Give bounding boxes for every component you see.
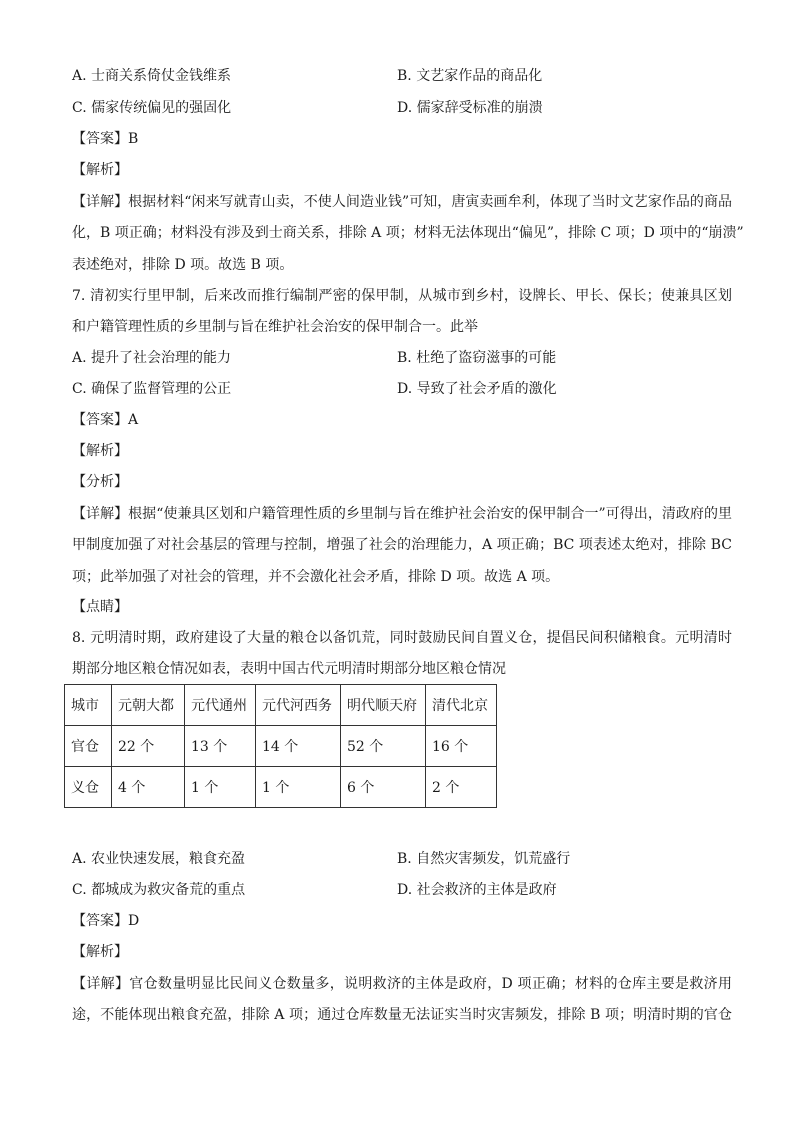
- q6-answer: 【答案】B: [72, 131, 139, 147]
- q7-dianjing-label: 【点睛】: [72, 599, 128, 615]
- table-header-cell: 清代北京: [426, 685, 497, 726]
- q7-option-c: C. 确保了监督管理的公正: [72, 381, 232, 397]
- q8-analysis-label: 【解析】: [72, 944, 128, 960]
- q7-analysis-label: 【解析】: [72, 443, 128, 459]
- table-cell: 52 个: [341, 726, 426, 767]
- table-cell: 6 个: [341, 767, 426, 808]
- q7-detail-line: 【详解】根据“使兼具区划和户籍管理性质的乡里制与旨在维护社会治安的保甲制合一”可得出，清政府的里: [72, 506, 732, 522]
- q8-stem-line: 期部分地区粮仓情况如表，表明中国古代元明清时期部分地区粮仓情况: [72, 661, 506, 677]
- table-header-row: [65, 685, 497, 726]
- table-header-cell: 元代通州: [185, 685, 256, 726]
- table-row: [65, 767, 497, 808]
- q7-option-a: A. 提升了社会治理的能力: [72, 350, 232, 366]
- q7-stem-line: 7. 清初实行里甲制，后来改而推行编制严密的保甲制，从城市到乡村，设牌长、甲长、保长；使兼具区划: [72, 288, 732, 304]
- table-header-cell: 元朝大都: [112, 685, 185, 726]
- table-cell: 13 个: [185, 726, 256, 767]
- q8-detail-line: 途，不能体现出粮食充盈，排除 A 项；通过仓库数量无法证实当时灾害频发，排除 B 项；明清时期的官仓: [72, 1007, 732, 1023]
- q7-answer: 【答案】A: [72, 412, 139, 428]
- table-header-cell: 城市: [65, 685, 112, 726]
- q7-stem-line: 和户籍管理性质的乡里制与旨在维护社会治安的保甲制合一。此举: [72, 319, 478, 335]
- q6-detail-line: 化，B 项正确；材料没有涉及到士商关系，排除 A 项；材料无法体现出“偏见”，排除 C 项；D 项中的“崩溃”: [72, 225, 744, 241]
- q8-answer: 【答案】D: [72, 913, 140, 929]
- q8-option-b: B. 自然灾害频发，饥荒盛行: [397, 851, 571, 867]
- q8-option-d: D. 社会救济的主体是政府: [397, 882, 557, 898]
- q7-fenxi-label: 【分析】: [72, 474, 128, 490]
- q6-option-b: B. 文艺家作品的商品化: [397, 68, 543, 84]
- q7-detail-line: 甲制度加强了对社会基层的管理与控制，增强了社会的治理能力，A 项正确；BC 项表述太绝对，排除 BC: [72, 537, 732, 553]
- q6-analysis-label: 【解析】: [72, 162, 128, 178]
- q7-detail-line: 项；此举加强了对社会的管理，并不会激化社会矛盾，排除 D 项。故选 A 项。: [72, 569, 560, 585]
- table-cell: 16 个: [426, 726, 497, 767]
- table-cell: 4 个: [112, 767, 185, 808]
- q8-detail-line: 【详解】官仓数量明显比民间义仓数量多，说明救济的主体是政府，D 项正确；材料的仓库主要是救济用: [72, 976, 732, 992]
- q6-detail-line: 【详解】根据材料“闲来写就青山卖，不使人间造业钱”可知，唐寅卖画牟利，体现了当时文艺家作品的商品: [72, 194, 732, 210]
- table-cell: 1 个: [185, 767, 256, 808]
- q7-option-d: D. 导致了社会矛盾的激化: [397, 381, 557, 397]
- table-cell: 官仓: [65, 726, 112, 767]
- table-cell: 14 个: [256, 726, 341, 767]
- table-cell: 1 个: [256, 767, 341, 808]
- q6-detail-line: 表述绝对，排除 D 项。故选 B 项。: [72, 257, 294, 273]
- table-header-cell: 明代顺天府: [341, 685, 426, 726]
- q8-option-a: A. 农业快速发展，粮食充盈: [72, 851, 246, 867]
- q8-option-c: C. 都城成为救灾备荒的重点: [72, 882, 246, 898]
- table-cell: 2 个: [426, 767, 497, 808]
- q6-option-a: A. 士商关系倚仗金钱维系: [72, 68, 232, 84]
- granary-table: [64, 684, 497, 808]
- q6-option-c: C. 儒家传统偏见的强固化: [72, 100, 232, 116]
- table-cell: 义仓: [65, 767, 112, 808]
- q6-option-d: D. 儒家辞受标准的崩溃: [397, 100, 543, 116]
- q8-stem-line: 8. 元明清时期，政府建设了大量的粮仓以备饥荒，同时鼓励民间自置义仓，提倡民间积储粮食。元明清时: [72, 630, 732, 646]
- table-header-cell: 元代河西务: [256, 685, 341, 726]
- q7-option-b: B. 杜绝了盗窃滋事的可能: [397, 350, 557, 366]
- table-cell: 22 个: [112, 726, 185, 767]
- table-row: [65, 726, 497, 767]
